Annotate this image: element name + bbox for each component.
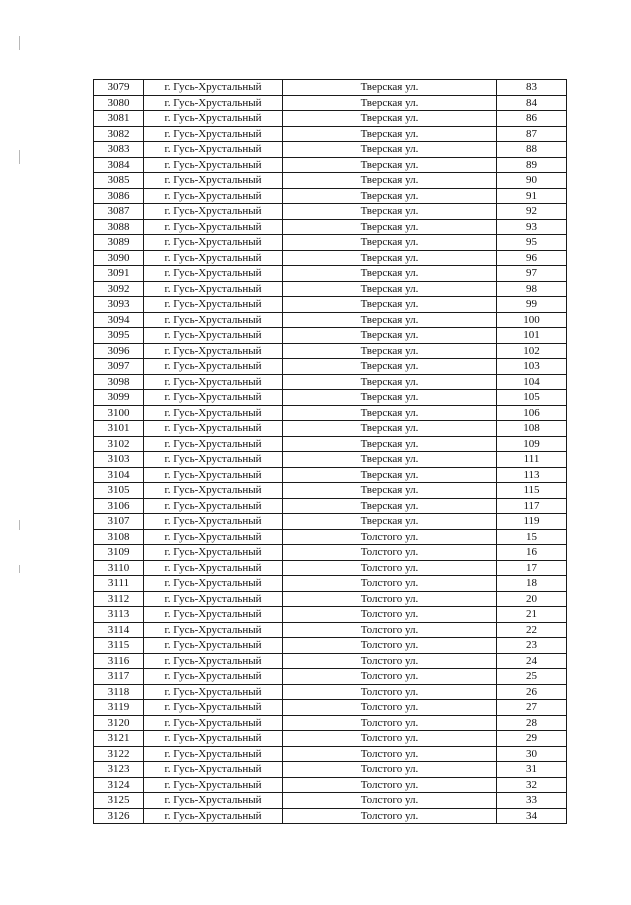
- table-row: [94, 467, 567, 483]
- city-cell: г. Гусь-Хрустальный: [144, 173, 283, 189]
- record-number-cell: 3096: [94, 343, 144, 359]
- street-cell: Тверская ул.: [283, 266, 497, 282]
- house-number-cell: 31: [497, 762, 567, 778]
- house-number-cell: 88: [497, 142, 567, 158]
- city-cell: г. Гусь-Хрустальный: [144, 591, 283, 607]
- street-cell: Тверская ул.: [283, 467, 497, 483]
- table-row: [94, 266, 567, 282]
- address-registry-table: [93, 79, 567, 824]
- table-row: [94, 638, 567, 654]
- record-number-cell: 3083: [94, 142, 144, 158]
- house-number-cell: 87: [497, 126, 567, 142]
- city-cell: г. Гусь-Хрустальный: [144, 157, 283, 173]
- table-row: [94, 390, 567, 406]
- table-row: [94, 483, 567, 499]
- house-number-cell: 119: [497, 514, 567, 530]
- street-cell: Тверская ул.: [283, 204, 497, 220]
- city-cell: г. Гусь-Хрустальный: [144, 250, 283, 266]
- street-cell: Тверская ул.: [283, 405, 497, 421]
- record-number-cell: 3108: [94, 529, 144, 545]
- house-number-cell: 24: [497, 653, 567, 669]
- record-number-cell: 3117: [94, 669, 144, 685]
- house-number-cell: 23: [497, 638, 567, 654]
- city-cell: г. Гусь-Хрустальный: [144, 731, 283, 747]
- record-number-cell: 3081: [94, 111, 144, 127]
- table-row: [94, 281, 567, 297]
- house-number-cell: 95: [497, 235, 567, 251]
- table-row: [94, 204, 567, 220]
- city-cell: г. Гусь-Хрустальный: [144, 622, 283, 638]
- house-number-cell: 106: [497, 405, 567, 421]
- house-number-cell: 30: [497, 746, 567, 762]
- table-row: [94, 452, 567, 468]
- scan-artifact-mark: [19, 565, 20, 573]
- city-cell: г. Гусь-Хрустальный: [144, 219, 283, 235]
- house-number-cell: 15: [497, 529, 567, 545]
- record-number-cell: 3092: [94, 281, 144, 297]
- table-row: [94, 80, 567, 96]
- record-number-cell: 3086: [94, 188, 144, 204]
- table-row: [94, 421, 567, 437]
- record-number-cell: 3115: [94, 638, 144, 654]
- record-number-cell: 3110: [94, 560, 144, 576]
- house-number-cell: 91: [497, 188, 567, 204]
- city-cell: г. Гусь-Хрустальный: [144, 188, 283, 204]
- house-number-cell: 98: [497, 281, 567, 297]
- house-number-cell: 92: [497, 204, 567, 220]
- record-number-cell: 3126: [94, 808, 144, 824]
- city-cell: г. Гусь-Хрустальный: [144, 700, 283, 716]
- record-number-cell: 3118: [94, 684, 144, 700]
- street-cell: Толстого ул.: [283, 731, 497, 747]
- house-number-cell: 101: [497, 328, 567, 344]
- city-cell: г. Гусь-Хрустальный: [144, 281, 283, 297]
- house-number-cell: 17: [497, 560, 567, 576]
- city-cell: г. Гусь-Хрустальный: [144, 653, 283, 669]
- street-cell: Толстого ул.: [283, 746, 497, 762]
- scan-artifact-mark: [19, 150, 20, 164]
- house-number-cell: 115: [497, 483, 567, 499]
- city-cell: г. Гусь-Хрустальный: [144, 684, 283, 700]
- table-row: [94, 653, 567, 669]
- table-row: [94, 405, 567, 421]
- record-number-cell: 3097: [94, 359, 144, 375]
- house-number-cell: 25: [497, 669, 567, 685]
- street-cell: Тверская ул.: [283, 359, 497, 375]
- table-row: [94, 746, 567, 762]
- street-cell: Толстого ул.: [283, 638, 497, 654]
- house-number-cell: 108: [497, 421, 567, 437]
- table-row: [94, 219, 567, 235]
- record-number-cell: 3119: [94, 700, 144, 716]
- record-number-cell: 3099: [94, 390, 144, 406]
- city-cell: г. Гусь-Хрустальный: [144, 545, 283, 561]
- table-row: [94, 576, 567, 592]
- city-cell: г. Гусь-Хрустальный: [144, 374, 283, 390]
- city-cell: г. Гусь-Хрустальный: [144, 390, 283, 406]
- house-number-cell: 27: [497, 700, 567, 716]
- street-cell: Тверская ул.: [283, 219, 497, 235]
- scan-artifact-mark: [19, 36, 20, 50]
- street-cell: Толстого ул.: [283, 576, 497, 592]
- record-number-cell: 3080: [94, 95, 144, 111]
- record-number-cell: 3095: [94, 328, 144, 344]
- table-row: [94, 700, 567, 716]
- house-number-cell: 89: [497, 157, 567, 173]
- city-cell: г. Гусь-Хрустальный: [144, 607, 283, 623]
- street-cell: Толстого ул.: [283, 777, 497, 793]
- house-number-cell: 104: [497, 374, 567, 390]
- record-number-cell: 3093: [94, 297, 144, 313]
- record-number-cell: 3125: [94, 793, 144, 809]
- city-cell: г. Гусь-Хрустальный: [144, 328, 283, 344]
- city-cell: г. Гусь-Хрустальный: [144, 762, 283, 778]
- house-number-cell: 113: [497, 467, 567, 483]
- city-cell: г. Гусь-Хрустальный: [144, 266, 283, 282]
- table-row: [94, 622, 567, 638]
- table-row: [94, 715, 567, 731]
- record-number-cell: 3088: [94, 219, 144, 235]
- record-number-cell: 3114: [94, 622, 144, 638]
- street-cell: Тверская ул.: [283, 452, 497, 468]
- city-cell: г. Гусь-Хрустальный: [144, 359, 283, 375]
- table-row: [94, 343, 567, 359]
- street-cell: Тверская ул.: [283, 142, 497, 158]
- street-cell: Тверская ул.: [283, 111, 497, 127]
- table-row: [94, 173, 567, 189]
- table-row: [94, 684, 567, 700]
- street-cell: Тверская ул.: [283, 343, 497, 359]
- street-cell: Толстого ул.: [283, 653, 497, 669]
- house-number-cell: 21: [497, 607, 567, 623]
- house-number-cell: 33: [497, 793, 567, 809]
- record-number-cell: 3123: [94, 762, 144, 778]
- street-cell: Толстого ул.: [283, 808, 497, 824]
- table-row: [94, 297, 567, 313]
- table-row: [94, 731, 567, 747]
- street-cell: Толстого ул.: [283, 560, 497, 576]
- city-cell: г. Гусь-Хрустальный: [144, 777, 283, 793]
- city-cell: г. Гусь-Хрустальный: [144, 126, 283, 142]
- table-row: [94, 607, 567, 623]
- record-number-cell: 3120: [94, 715, 144, 731]
- city-cell: г. Гусь-Хрустальный: [144, 436, 283, 452]
- table-row: [94, 669, 567, 685]
- record-number-cell: 3101: [94, 421, 144, 437]
- street-cell: Толстого ул.: [283, 545, 497, 561]
- table-row: [94, 808, 567, 824]
- house-number-cell: 34: [497, 808, 567, 824]
- street-cell: Толстого ул.: [283, 762, 497, 778]
- city-cell: г. Гусь-Хрустальный: [144, 343, 283, 359]
- house-number-cell: 28: [497, 715, 567, 731]
- table-row: [94, 157, 567, 173]
- address-registry-body: [94, 80, 567, 824]
- table-row: [94, 235, 567, 251]
- record-number-cell: 3104: [94, 467, 144, 483]
- record-number-cell: 3089: [94, 235, 144, 251]
- street-cell: Толстого ул.: [283, 700, 497, 716]
- record-number-cell: 3116: [94, 653, 144, 669]
- record-number-cell: 3098: [94, 374, 144, 390]
- table-row: [94, 188, 567, 204]
- street-cell: Тверская ул.: [283, 498, 497, 514]
- record-number-cell: 3105: [94, 483, 144, 499]
- house-number-cell: 100: [497, 312, 567, 328]
- street-cell: Тверская ул.: [283, 297, 497, 313]
- city-cell: г. Гусь-Хрустальный: [144, 808, 283, 824]
- table-row: [94, 591, 567, 607]
- table-row: [94, 250, 567, 266]
- street-cell: Толстого ул.: [283, 793, 497, 809]
- street-cell: Тверская ул.: [283, 483, 497, 499]
- house-number-cell: 32: [497, 777, 567, 793]
- street-cell: Тверская ул.: [283, 157, 497, 173]
- record-number-cell: 3084: [94, 157, 144, 173]
- street-cell: Тверская ул.: [283, 281, 497, 297]
- street-cell: Толстого ул.: [283, 669, 497, 685]
- house-number-cell: 105: [497, 390, 567, 406]
- table-row: [94, 436, 567, 452]
- street-cell: Тверская ул.: [283, 514, 497, 530]
- table-row: [94, 793, 567, 809]
- house-number-cell: 97: [497, 266, 567, 282]
- street-cell: Толстого ул.: [283, 715, 497, 731]
- city-cell: г. Гусь-Хрустальный: [144, 715, 283, 731]
- street-cell: Тверская ул.: [283, 390, 497, 406]
- record-number-cell: 3109: [94, 545, 144, 561]
- house-number-cell: 29: [497, 731, 567, 747]
- house-number-cell: 111: [497, 452, 567, 468]
- record-number-cell: 3124: [94, 777, 144, 793]
- table-row: [94, 374, 567, 390]
- table-row: [94, 762, 567, 778]
- city-cell: г. Гусь-Хрустальный: [144, 452, 283, 468]
- table-row: [94, 529, 567, 545]
- table-row: [94, 126, 567, 142]
- record-number-cell: 3094: [94, 312, 144, 328]
- street-cell: Тверская ул.: [283, 95, 497, 111]
- street-cell: Тверская ул.: [283, 250, 497, 266]
- record-number-cell: 3082: [94, 126, 144, 142]
- city-cell: г. Гусь-Хрустальный: [144, 467, 283, 483]
- city-cell: г. Гусь-Хрустальный: [144, 95, 283, 111]
- city-cell: г. Гусь-Хрустальный: [144, 638, 283, 654]
- house-number-cell: 26: [497, 684, 567, 700]
- city-cell: г. Гусь-Хрустальный: [144, 297, 283, 313]
- table-row: [94, 111, 567, 127]
- street-cell: Тверская ул.: [283, 374, 497, 390]
- city-cell: г. Гусь-Хрустальный: [144, 514, 283, 530]
- street-cell: Толстого ул.: [283, 684, 497, 700]
- record-number-cell: 3112: [94, 591, 144, 607]
- table-row: [94, 560, 567, 576]
- street-cell: Тверская ул.: [283, 80, 497, 96]
- house-number-cell: 86: [497, 111, 567, 127]
- city-cell: г. Гусь-Хрустальный: [144, 312, 283, 328]
- street-cell: Толстого ул.: [283, 529, 497, 545]
- house-number-cell: 84: [497, 95, 567, 111]
- record-number-cell: 3102: [94, 436, 144, 452]
- house-number-cell: 90: [497, 173, 567, 189]
- street-cell: Толстого ул.: [283, 622, 497, 638]
- street-cell: Тверская ул.: [283, 235, 497, 251]
- street-cell: Тверская ул.: [283, 421, 497, 437]
- city-cell: г. Гусь-Хрустальный: [144, 529, 283, 545]
- table-row: [94, 777, 567, 793]
- city-cell: г. Гусь-Хрустальный: [144, 111, 283, 127]
- house-number-cell: 102: [497, 343, 567, 359]
- record-number-cell: 3106: [94, 498, 144, 514]
- house-number-cell: 16: [497, 545, 567, 561]
- city-cell: г. Гусь-Хрустальный: [144, 204, 283, 220]
- table-row: [94, 359, 567, 375]
- city-cell: г. Гусь-Хрустальный: [144, 421, 283, 437]
- house-number-cell: 93: [497, 219, 567, 235]
- street-cell: Толстого ул.: [283, 607, 497, 623]
- city-cell: г. Гусь-Хрустальный: [144, 498, 283, 514]
- street-cell: Тверская ул.: [283, 312, 497, 328]
- record-number-cell: 3113: [94, 607, 144, 623]
- record-number-cell: 3107: [94, 514, 144, 530]
- house-number-cell: 96: [497, 250, 567, 266]
- street-cell: Тверская ул.: [283, 328, 497, 344]
- table-row: [94, 312, 567, 328]
- table-row: [94, 545, 567, 561]
- table-row: [94, 95, 567, 111]
- record-number-cell: 3085: [94, 173, 144, 189]
- record-number-cell: 3103: [94, 452, 144, 468]
- street-cell: Тверская ул.: [283, 436, 497, 452]
- house-number-cell: 99: [497, 297, 567, 313]
- table-row: [94, 514, 567, 530]
- record-number-cell: 3111: [94, 576, 144, 592]
- record-number-cell: 3087: [94, 204, 144, 220]
- table-row: [94, 142, 567, 158]
- record-number-cell: 3121: [94, 731, 144, 747]
- city-cell: г. Гусь-Хрустальный: [144, 793, 283, 809]
- city-cell: г. Гусь-Хрустальный: [144, 483, 283, 499]
- house-number-cell: 83: [497, 80, 567, 96]
- street-cell: Тверская ул.: [283, 126, 497, 142]
- table-row: [94, 498, 567, 514]
- house-number-cell: 22: [497, 622, 567, 638]
- record-number-cell: 3100: [94, 405, 144, 421]
- city-cell: г. Гусь-Хрустальный: [144, 576, 283, 592]
- house-number-cell: 18: [497, 576, 567, 592]
- city-cell: г. Гусь-Хрустальный: [144, 235, 283, 251]
- city-cell: г. Гусь-Хрустальный: [144, 746, 283, 762]
- street-cell: Толстого ул.: [283, 591, 497, 607]
- city-cell: г. Гусь-Хрустальный: [144, 405, 283, 421]
- house-number-cell: 109: [497, 436, 567, 452]
- city-cell: г. Гусь-Хрустальный: [144, 669, 283, 685]
- scan-artifact-mark: [19, 520, 20, 530]
- city-cell: г. Гусь-Хрустальный: [144, 80, 283, 96]
- table-row: [94, 328, 567, 344]
- record-number-cell: 3090: [94, 250, 144, 266]
- street-cell: Тверская ул.: [283, 188, 497, 204]
- city-cell: г. Гусь-Хрустальный: [144, 142, 283, 158]
- street-cell: Тверская ул.: [283, 173, 497, 189]
- record-number-cell: 3079: [94, 80, 144, 96]
- house-number-cell: 117: [497, 498, 567, 514]
- city-cell: г. Гусь-Хрустальный: [144, 560, 283, 576]
- house-number-cell: 20: [497, 591, 567, 607]
- record-number-cell: 3091: [94, 266, 144, 282]
- record-number-cell: 3122: [94, 746, 144, 762]
- house-number-cell: 103: [497, 359, 567, 375]
